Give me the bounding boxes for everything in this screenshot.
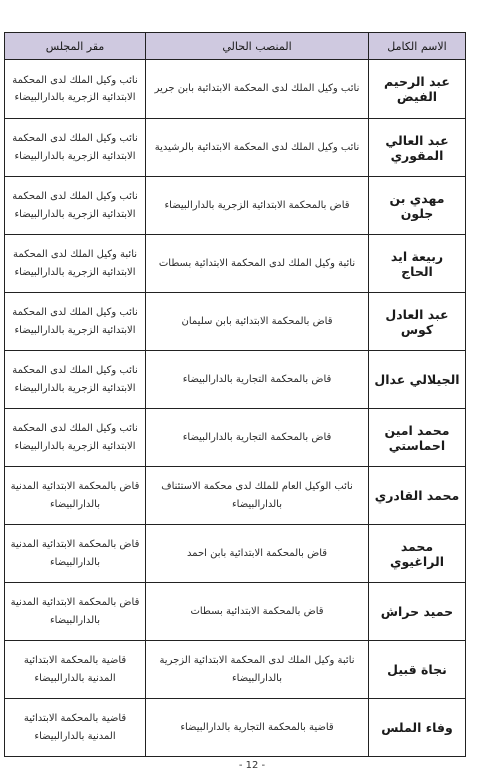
header-full-name: الاسم الكامل	[369, 33, 466, 60]
table-row	[5, 641, 466, 699]
table-row	[5, 525, 466, 583]
cell-council-seat: نائب وكيل الملك لدى المحكمة الابتدائية الزجرية بالدارالبيضاء	[5, 351, 146, 409]
cell-council-seat: قاضية بالمحكمة الابتدائية المدنية بالدارالبيضاء	[5, 641, 146, 699]
cell-council-seat: نائب وكيل الملك لدى المحكمة الابتدائية الزجرية بالدارالبيضاء	[5, 177, 146, 235]
cell-council-seat: نائب وكيل الملك لدى المحكمة الابتدائية الزجرية بالدارالبيضاء	[5, 293, 146, 351]
cell-current-position: قاضية بالمحكمة التجارية بالدارالبيضاء	[146, 699, 369, 757]
cell-full-name: محمد القادري	[369, 467, 466, 525]
cell-full-name: ربيعة ايد الحاج	[369, 235, 466, 293]
cell-current-position: نائب وكيل الملك لدى المحكمة الابتدائية بابن جرير	[146, 60, 369, 119]
cell-current-position: قاض بالمحكمة الابتدائية بابن احمد	[146, 525, 369, 583]
cell-full-name: حميد حراش	[369, 583, 466, 641]
cell-full-name: وفاء الملس	[369, 699, 466, 757]
cell-current-position: قاض بالمحكمة الابتدائية الزجرية بالدارالبيضاء	[146, 177, 369, 235]
table-row	[5, 409, 466, 467]
table-header-row	[5, 33, 466, 60]
cell-full-name: مهدي بن جلون	[369, 177, 466, 235]
cell-council-seat: قاض بالمحكمة الابتدائية المدنية بالدارالبيضاء	[5, 525, 146, 583]
cell-current-position: قاض بالمحكمة الابتدائية بسطات	[146, 583, 369, 641]
page-number: - 12 -	[238, 760, 266, 771]
header-current-position: المنصب الحالي	[146, 33, 369, 60]
cell-council-seat: نائب وكيل الملك لدى المحكمة الابتدائية الزجرية بالدارالبيضاء	[5, 60, 146, 119]
table-row	[5, 467, 466, 525]
cell-full-name: الجيلالي عدال	[369, 351, 466, 409]
header-council-seat: مقر المجلس	[5, 33, 146, 60]
cell-current-position: قاض بالمحكمة التجارية بالدارالبيضاء	[146, 351, 369, 409]
cell-current-position: قاض بالمحكمة الابتدائية بابن سليمان	[146, 293, 369, 351]
table-row	[5, 60, 466, 119]
cell-council-seat: نائب وكيل الملك لدى المحكمة الابتدائية الزجرية بالدارالبيضاء	[5, 119, 146, 177]
table-row	[5, 351, 466, 409]
table-row	[5, 699, 466, 757]
cell-current-position: نائبة وكيل الملك لدى المحكمة الابتدائية بسطات	[146, 235, 369, 293]
table-row	[5, 119, 466, 177]
cell-council-seat: قاضية بالمحكمة الابتدائية المدنية بالدارالبيضاء	[5, 699, 146, 757]
cell-full-name: محمد الراغيوي	[369, 525, 466, 583]
cell-full-name: عبد العادل كوس	[369, 293, 466, 351]
table-row	[5, 235, 466, 293]
cell-council-seat: قاض بالمحكمة الابتدائية المدنية بالدارالبيضاء	[5, 583, 146, 641]
table-row	[5, 177, 466, 235]
cell-council-seat: قاض بالمحكمة الابتدائية المدنية بالدارالبيضاء	[5, 467, 146, 525]
cell-council-seat: نائب وكيل الملك لدى المحكمة الابتدائية الزجرية بالدارالبيضاء	[5, 409, 146, 467]
cell-full-name: نجاة قبيل	[369, 641, 466, 699]
cell-current-position: نائبة وكيل الملك لدى المحكمة الابتدائية الزجرية بالدارالبيضاء	[146, 641, 369, 699]
cell-council-seat: نائبة وكيل الملك لدى المحكمة الابتدائية الزجرية بالدارالبيضاء	[5, 235, 146, 293]
judges-table	[4, 32, 466, 757]
table-row	[5, 293, 466, 351]
cell-full-name: عبد الرحيم الفيض	[369, 60, 466, 119]
cell-current-position: قاض بالمحكمة التجارية بالدارالبيضاء	[146, 409, 369, 467]
cell-current-position: نائب الوكيل العام للملك لدى محكمة الاستئناف بالدارالبيضاء	[146, 467, 369, 525]
cell-full-name: محمد امين احماستي	[369, 409, 466, 467]
cell-current-position: نائب وكيل الملك لدى المحكمة الابتدائية بالرشيدية	[146, 119, 369, 177]
table-row	[5, 583, 466, 641]
cell-full-name: عبد العالي المقوري	[369, 119, 466, 177]
